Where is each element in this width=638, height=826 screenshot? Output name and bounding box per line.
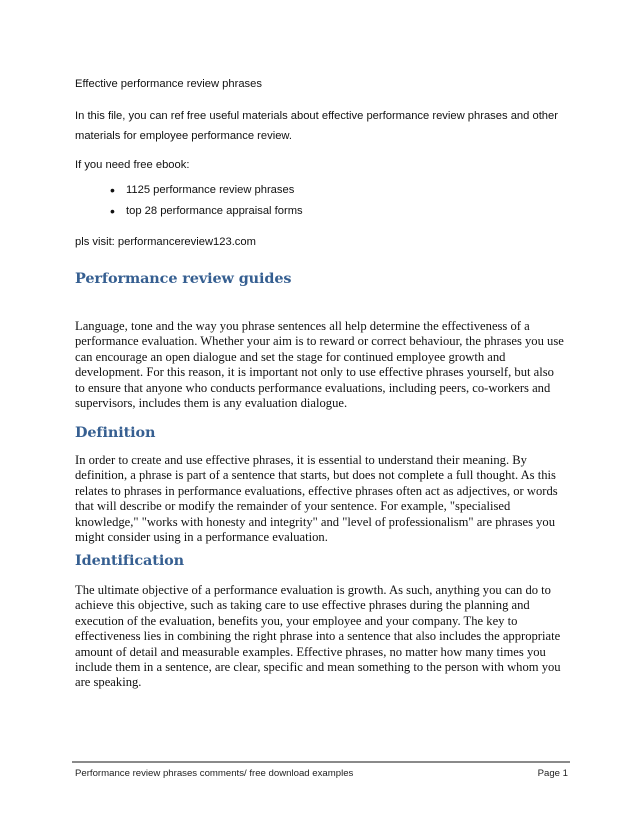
section-heading-identification: Identification	[75, 552, 185, 569]
intro-line: In this file, you can ref free useful materials about effective performance review phrases and other	[75, 110, 558, 122]
paragraph-line: relates to phrases in performance evaluations, effective phrases often act as adjectives, or words	[75, 483, 558, 498]
paragraph-line: that will describe or modify the remainder of your sentence. For example, "specialised	[75, 499, 511, 514]
ebook-prompt: If you need free ebook:	[75, 159, 190, 171]
paragraph-line: might consider using in a performance evaluation.	[75, 530, 328, 545]
paragraph-line: effectiveness lies in combining the right phrase into a sentence that also includes the appropriate	[75, 629, 561, 644]
ebook-list	[110, 182, 303, 224]
guides-paragraph	[75, 319, 571, 411]
visit-line: pls visit: performancereview123.com	[75, 236, 256, 248]
section-heading-guides: Performance review guides	[75, 270, 292, 287]
paragraph-line: can encourage an open dialogue and set the stage for continued employee growth and	[75, 349, 506, 364]
paragraph-line: include them in a sentence, are clear, specific and mean something to the person with whom you	[75, 660, 561, 675]
paragraph-line: definition, a phrase is part of a sentence that starts, but does not complete a full thought. As this	[75, 468, 556, 483]
paragraph-line: execution of the evaluation, benefits you, your employee and your company. The key to	[75, 613, 518, 628]
intro-paragraph	[75, 106, 571, 146]
paragraph-line: achieve this objective, such as taking care to use effective phrases during the planning and	[75, 598, 530, 613]
paragraph-line: In order to create and use effective phrases, it is essential to understand their meaning. By	[75, 453, 527, 467]
paragraph-line: are speaking.	[75, 675, 142, 690]
document-title-line: Effective performance review phrases	[75, 78, 262, 90]
paragraph-line: supervisors, includes them is any evaluation dialogue.	[75, 396, 348, 411]
paragraph-line: The ultimate objective of a performance evaluation is growth. As such, anything you can do to	[75, 583, 551, 597]
definition-paragraph	[75, 453, 571, 545]
intro-line: materials for employee performance review.	[75, 130, 293, 142]
paragraph-line: knowledge," "works with honesty and integrity" and "level of professionalism" are phrases you	[75, 514, 556, 529]
paragraph-line: performance evaluation. Whether your aim is to reward or correct behaviour, the phrases you use	[75, 334, 564, 349]
footer-divider	[72, 761, 570, 763]
identification-paragraph	[75, 583, 571, 691]
page-number: Page 1	[537, 768, 568, 779]
footer-text: Performance review phrases comments/ free download examples	[75, 768, 354, 779]
list-item: • top 28 performance appraisal forms	[110, 203, 303, 224]
list-item: • 1125 performance review phrases	[110, 182, 303, 203]
paragraph-line: to ensure that anyone who conducts performance evaluations, including peers, co-workers and	[75, 380, 551, 395]
paragraph-line: development. For this reason, it is important not only to use effective phrases yourself, but also	[75, 365, 554, 380]
section-heading-definition: Definition	[75, 424, 156, 441]
paragraph-line: amount of detail and measurable examples. Effective phrases, no matter how many times you	[75, 644, 546, 659]
paragraph-line: Language, tone and the way you phrase sentences all help determine the effectiveness of a	[75, 319, 530, 333]
